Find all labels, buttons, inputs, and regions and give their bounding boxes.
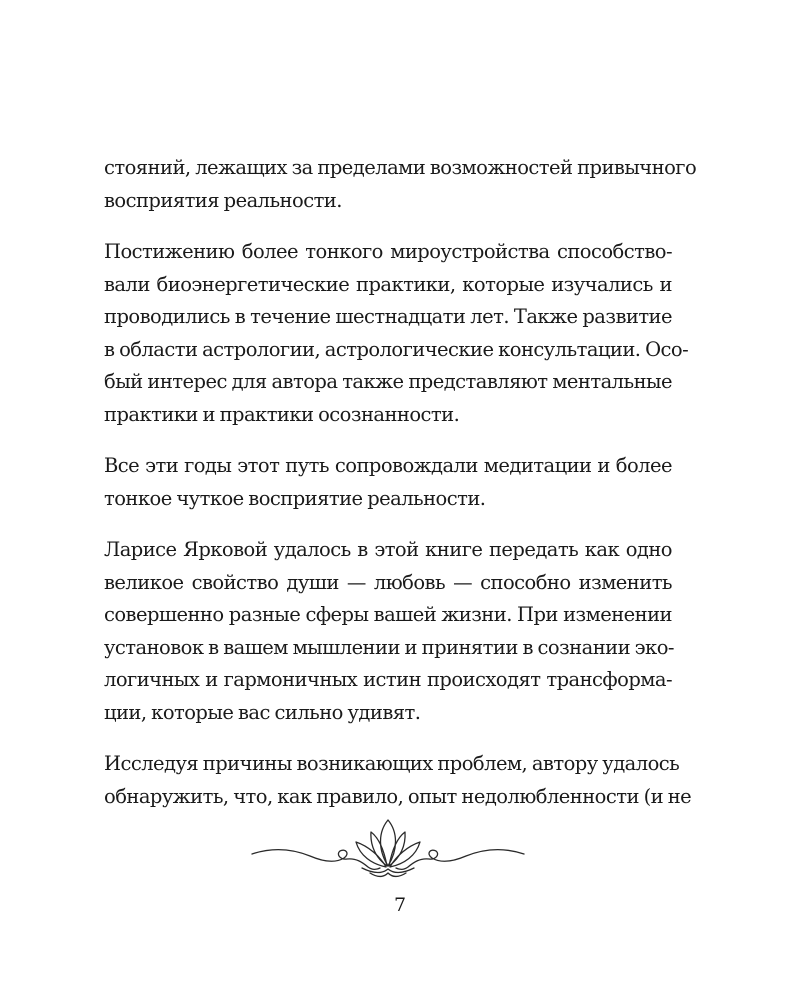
paragraph (104, 152, 697, 217)
text-line: Все эти годы этот путь сопровождали медитации и более (104, 454, 672, 477)
paragraph (104, 748, 692, 813)
text-line: Ларисе Ярковой удалось в этой книге передать как одно (104, 538, 672, 561)
page-number: 7 (393, 894, 407, 916)
text-line: восприятия реальности. (104, 188, 342, 212)
text-line: Исследуя причины возникающих проблем, автору удалось (104, 752, 680, 775)
text-line: вали биоэнергетические практики, которые изучались и (104, 272, 672, 296)
paragraph (104, 236, 689, 431)
lotus-flourish-icon (250, 818, 526, 880)
text-line: ции, которые вас сильно удивят. (104, 700, 421, 724)
text-line: Постижению более тонкого мироустройства способство- (104, 240, 672, 263)
paragraph (104, 534, 672, 729)
text-line: бый интерес для автора также представляют ментальные (104, 370, 672, 393)
text-line: тонкое чуткое восприятие реальности. (104, 486, 486, 510)
text-line: совершенно разные сферы вашей жизни. При изменении (104, 603, 672, 626)
text-line: установок в вашем мышлении и принятии в сознании эко- (104, 635, 674, 659)
body-text (104, 152, 697, 832)
paragraph (104, 450, 672, 515)
text-line: логичных и гармоничных истин происходят трансформа- (104, 668, 672, 691)
text-line: обнаружить, что, как правило, опыт недолюбленности (и не (104, 784, 692, 808)
text-line: стояний, лежащих за пределами возможностей привычного (104, 156, 697, 179)
text-line: в области астрологии, астрологические консультации. Осо- (104, 337, 689, 361)
text-line: практики и практики осознанности. (104, 402, 460, 426)
text-line: проводились в течение шестнадцати лет. Также развитие (104, 305, 672, 328)
text-line: великое свойство души — любовь — способно изменить (104, 570, 672, 594)
